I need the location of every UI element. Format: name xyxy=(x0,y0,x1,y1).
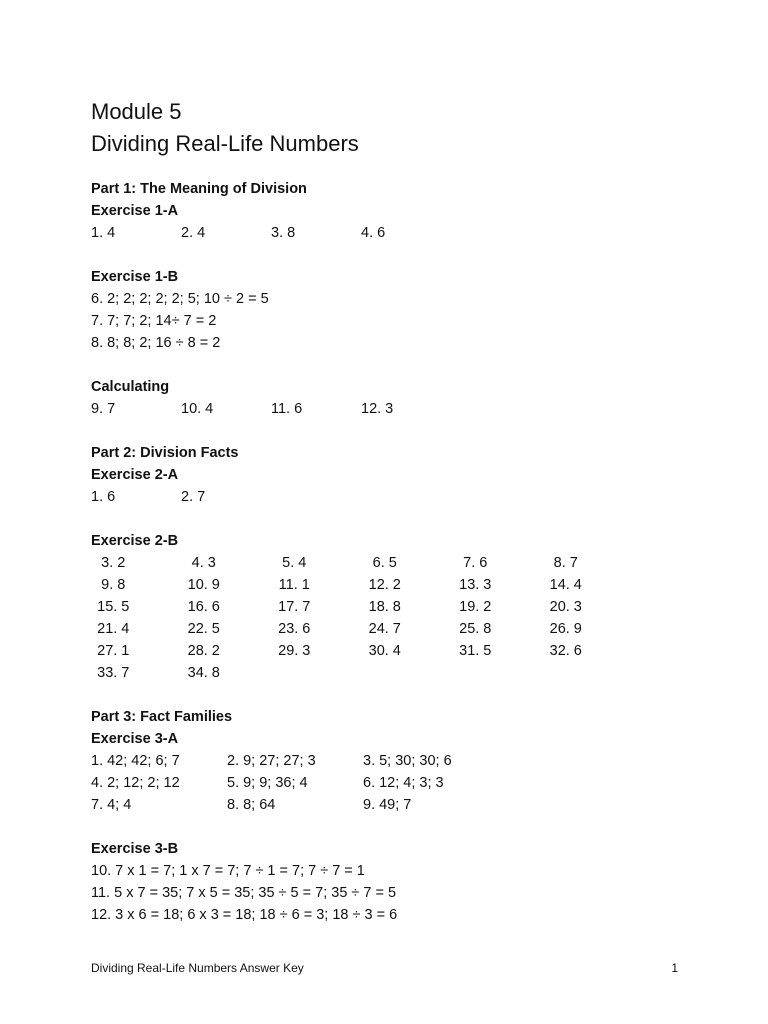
answer: 4. 2; 12; 2; 12 xyxy=(91,775,180,791)
exercise-2a-heading: Exercise 2-A xyxy=(91,467,179,483)
page-number: 1 xyxy=(671,961,678,975)
exercise-3b-heading: Exercise 3-B xyxy=(91,841,179,857)
page-footer xyxy=(91,961,678,975)
answer: 21. 4 xyxy=(97,621,130,637)
answer: 17. 7 xyxy=(278,599,311,615)
part1-heading: Part 1: The Meaning of Division xyxy=(91,181,307,197)
answer: 22. 5 xyxy=(187,621,220,637)
answer-line: 7. 7; 7; 2; 14÷ 7 = 2 xyxy=(91,313,217,329)
answer: 11. 1 xyxy=(278,577,310,593)
answer: 23. 6 xyxy=(278,621,311,637)
answer-line: 8. 8; 8; 2; 16 ÷ 8 = 2 xyxy=(91,335,221,351)
exercise-3a-heading: Exercise 3-A xyxy=(91,731,179,747)
answer: 2. 7 xyxy=(181,489,206,505)
answer: 6. 12; 4; 3; 3 xyxy=(363,775,444,791)
answer-key-page xyxy=(91,96,691,926)
answer: 13. 3 xyxy=(459,577,492,593)
answer: 2. 4 xyxy=(181,225,206,241)
answer: 1. 6 xyxy=(91,489,116,505)
answer: 31. 5 xyxy=(459,643,492,659)
answer: 32. 6 xyxy=(549,643,582,659)
answer: 9. 7 xyxy=(91,401,116,417)
exercise-2b-answers xyxy=(91,552,691,684)
answer: 33. 7 xyxy=(97,665,130,681)
answer: 5. 4 xyxy=(282,555,307,571)
answer: 26. 9 xyxy=(549,621,582,637)
answer: 18. 8 xyxy=(368,599,401,615)
answer: 10. 4 xyxy=(181,401,214,417)
part3-heading: Part 3: Fact Families xyxy=(91,709,233,725)
answer: 12. 2 xyxy=(368,577,401,593)
answer: 11. 6 xyxy=(271,401,303,417)
part2-heading: Part 2: Division Facts xyxy=(91,445,239,461)
answer: 9. 8 xyxy=(101,577,126,593)
module-subtitle: Dividing Real-Life Numbers xyxy=(91,131,359,156)
answer: 3. 8 xyxy=(271,225,296,241)
calculating-answers xyxy=(91,398,691,420)
answer: 29. 3 xyxy=(278,643,311,659)
answer: 24. 7 xyxy=(368,621,401,637)
answer: 6. 5 xyxy=(372,555,397,571)
exercise-1b-heading: Exercise 1-B xyxy=(91,269,179,285)
answer: 19. 2 xyxy=(459,599,492,615)
footer-text: Dividing Real-Life Numbers Answer Key xyxy=(91,961,304,975)
answer: 8. 8; 64 xyxy=(227,797,276,813)
exercise-3a-answers xyxy=(91,750,691,816)
answer: 30. 4 xyxy=(368,643,401,659)
answer: 2. 9; 27; 27; 3 xyxy=(227,753,316,769)
answer: 20. 3 xyxy=(549,599,582,615)
answer: 27. 1 xyxy=(97,643,130,659)
answer: 12. 3 xyxy=(361,401,394,417)
answer: 14. 4 xyxy=(549,577,582,593)
exercise-2a-answers xyxy=(91,486,691,508)
answer: 7. 6 xyxy=(463,555,488,571)
exercise-2b-heading: Exercise 2-B xyxy=(91,533,179,549)
answer: 4. 3 xyxy=(191,555,216,571)
answer-line: 10. 7 x 1 = 7; 1 x 7 = 7; 7 ÷ 1 = 7; 7 ÷ 7 = 1 xyxy=(91,863,365,879)
answer-line: 11. 5 x 7 = 35; 7 x 5 = 35; 35 ÷ 5 = 7; 35 ÷ 7 = 5 xyxy=(91,885,397,901)
answer: 4. 6 xyxy=(361,225,386,241)
answer-line: 12. 3 x 6 = 18; 6 x 3 = 18; 18 ÷ 6 = 3; 18 ÷ 3 = 6 xyxy=(91,907,398,923)
answer: 1. 4 xyxy=(91,225,116,241)
answer: 3. 2 xyxy=(101,555,126,571)
answer: 28. 2 xyxy=(187,643,220,659)
answer: 9. 49; 7 xyxy=(363,797,412,813)
answer: 1. 42; 42; 6; 7 xyxy=(91,753,180,769)
answer: 16. 6 xyxy=(187,599,220,615)
answer: 15. 5 xyxy=(97,599,130,615)
answer: 3. 5; 30; 30; 6 xyxy=(363,753,452,769)
answer: 10. 9 xyxy=(187,577,220,593)
answer: 25. 8 xyxy=(459,621,492,637)
calculating-heading: Calculating xyxy=(91,379,170,395)
answer: 8. 7 xyxy=(553,555,578,571)
module-title: Module 5 xyxy=(91,99,182,124)
exercise-1a-answers xyxy=(91,222,691,244)
answer: 5. 9; 9; 36; 4 xyxy=(227,775,308,791)
answer-line: 6. 2; 2; 2; 2; 2; 5; 10 ÷ 2 = 5 xyxy=(91,291,269,307)
exercise-1a-heading: Exercise 1-A xyxy=(91,203,179,219)
answer: 7. 4; 4 xyxy=(91,797,132,813)
answer: 34. 8 xyxy=(187,665,220,681)
